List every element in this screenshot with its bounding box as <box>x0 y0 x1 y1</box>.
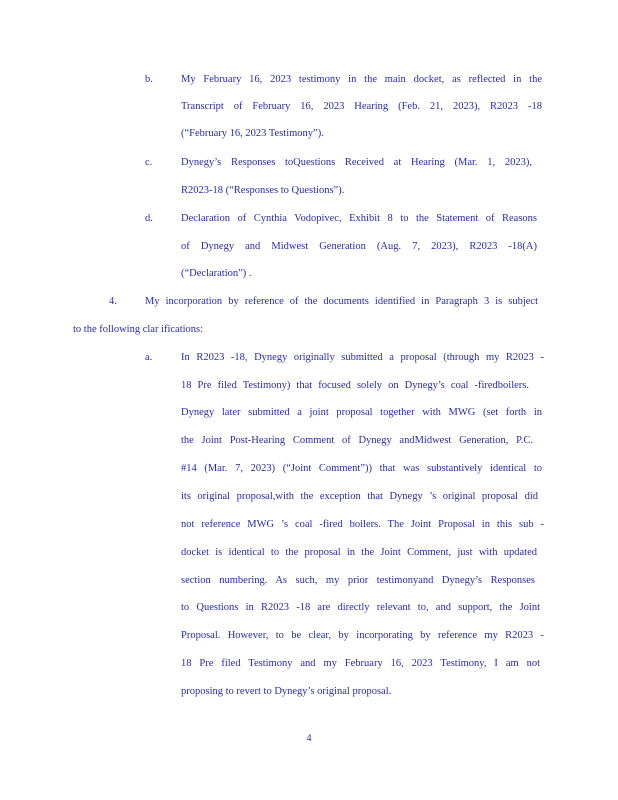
item-d-line-1: Declaration of Cynthia Vodopivec, Exhibit 8 to the Statement of Reasons <box>181 213 537 224</box>
item-c-line-2: R2023-18 (“Responses to Questions”). <box>181 185 345 196</box>
item-a-line-11: Proposal. However, to be clear, by incorporating by reference my R2023 - <box>181 630 544 641</box>
list-label-c: c. <box>145 157 153 168</box>
item-a-line-1: In R2023 -18, Dynegy originally submitted a proposal (through my R2023 - <box>181 352 544 363</box>
item-a-line-9: section numbering. As such, my prior testimonyand Dynegy’s Responses <box>181 575 535 586</box>
paragraph-4-line-2: to the following clar ifications: <box>73 324 204 335</box>
paragraph-number-4: 4. <box>109 296 117 307</box>
item-a-line-3: Dynegy later submitted a joint proposal together with MWG (set forth in <box>181 407 542 418</box>
list-label-a: a. <box>145 352 153 363</box>
item-b-line-3: (“February 16, 2023 Testimony”). <box>181 128 324 139</box>
item-a-line-2: 18 Pre filed Testimony) that focused solely on Dynegy’s coal -firedboilers. <box>181 380 529 391</box>
paragraph-4-line-1: My incorporation by reference of the documents identified in Paragraph 3 is subject <box>145 296 538 307</box>
item-a-line-13: proposing to revert to Dynegy’s original proposal. <box>181 686 392 697</box>
item-a-line-8: docket is identical to the proposal in the Joint Comment, just with updated <box>181 547 537 558</box>
item-c-line-1: Dynegy’s Responses toQuestions Received at Hearing (Mar. 1, 2023), <box>181 157 532 168</box>
item-b-line-1: My February 16, 2023 testimony in the main docket, as reflected in the <box>181 74 542 85</box>
item-d-line-3: (“Declaration”) . <box>181 268 252 279</box>
list-label-d: d. <box>145 213 153 224</box>
list-label-b: b. <box>145 74 153 85</box>
item-a-line-10: to Questions in R2023 -18 are directly relevant to, and support, the Joint <box>181 602 540 613</box>
item-a-line-4: the Joint Post-Hearing Comment of Dynegy andMidwest Generation, P.C. <box>181 435 533 446</box>
item-d-line-2: of Dynegy and Midwest Generation (Aug. 7, 2023), R2023 -18(A) <box>181 241 537 252</box>
item-a-line-12: 18 Pre filed Testimony and my February 16, 2023 Testimony, I am not <box>181 658 540 669</box>
item-b-line-2: Transcript of February 16, 2023 Hearing (Feb. 21, 2023), R2023 -18 <box>181 101 542 112</box>
page-number: 4 <box>306 733 312 744</box>
item-a-line-5: #14 (Mar. 7, 2023) (“Joint Comment”)) that was substantively identical to <box>181 463 542 474</box>
item-a-line-6: its original proposal,with the exception that Dynegy ’s original proposal did <box>181 491 538 502</box>
item-a-line-7: not reference MWG ’s coal -fired boilers. The Joint Proposal in this sub - <box>181 519 544 530</box>
